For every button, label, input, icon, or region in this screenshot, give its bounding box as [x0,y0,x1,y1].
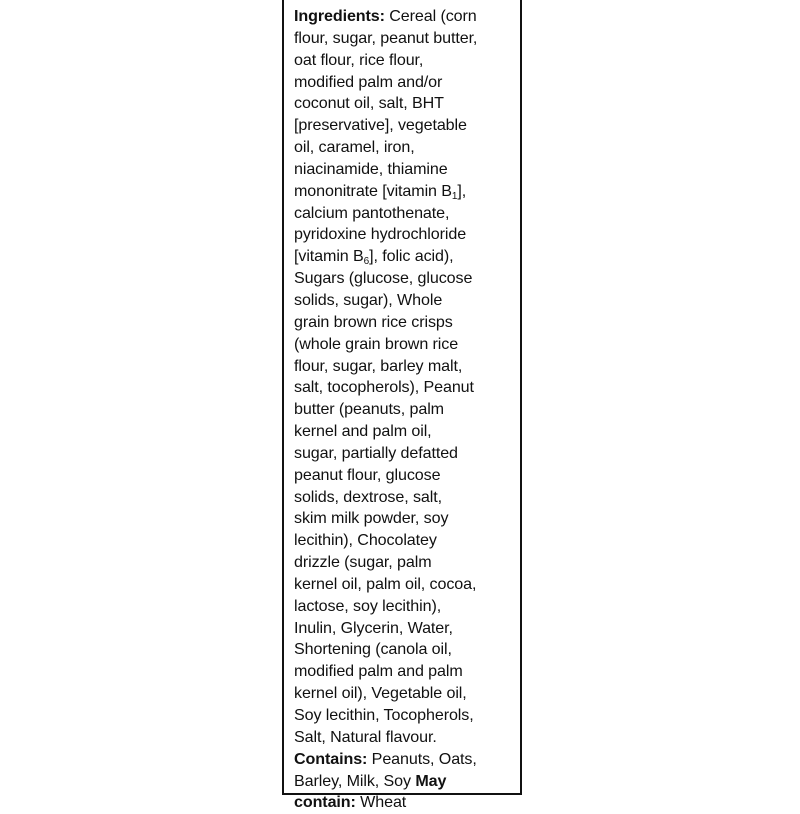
ingredients-line: oil, caramel, iron, [294,138,415,157]
ingredients-line: Soy lecithin, Tocopherols, [294,706,474,724]
ingredients-line: oat flour, rice flour, [294,50,424,69]
ingredients-line: [preservative], vegetable [294,116,467,135]
ingredients-line: pyridoxine hydrochloride [294,225,467,244]
ingredients-heading: Ingredients: [294,7,385,25]
may-contain-heading: May [415,771,447,790]
may-contain-heading-cont: contain: [294,793,356,812]
ingredients-line: niacinamide, thiamine [294,159,448,178]
ingredients-line: Shortening (canola oil, [294,640,452,659]
ingredients-line: butter (peanuts, palm [294,400,444,419]
may-contain-line: contain: Wheat [294,793,407,812]
ingredients-line: grain brown rice crisps [294,312,453,331]
ingredients-line: modified palm and palm [294,662,463,681]
ingredients-line: lactose, soy lecithin), [294,596,442,615]
ingredients-line: salt, tocopherols), Peanut [294,378,474,397]
ingredients-line: kernel oil, palm oil, cocoa, [294,574,477,593]
contains-line: Barley, Milk, Soy May [294,771,447,790]
ingredients-line: Salt, Natural flavour. [294,727,437,746]
ingredients-line: solids, sugar), Whole [294,290,443,309]
ingredients-line: modified palm and/or [294,72,443,91]
ingredients-line: sugar, partially defatted [294,443,458,462]
ingredients-line: coconut oil, salt, BHT [294,94,444,113]
ingredients-line: flour, sugar, barley malt, [294,356,463,375]
ingredients-line: kernel oil), Vegetable oil, [294,684,467,703]
ingredients-line: kernel and palm oil, [294,422,432,441]
ingredients-line: flour, sugar, peanut butter, [294,28,478,47]
ingredients-line: (whole grain brown rice [294,334,459,353]
ingredients-line: lecithin), Chocolatey [294,531,437,550]
ingredients-line: [vitamin $B_6$], folic acid), [294,247,454,268]
ingredients-line: solids, dextrose, salt, [294,487,442,506]
ingredients-line: drizzle (sugar, palm [294,553,432,572]
ingredients-line: mononitrate [vitamin $B_1$], [294,181,467,202]
ingredients-panel [282,0,522,812]
contains-line: Contains: Peanuts, Oats, [294,749,477,768]
subscript-6: 6 [363,256,370,268]
ingredients-line: calcium pantothenate, [294,203,450,222]
subscript-1: 1 [451,190,458,202]
ingredients-line: peanut flour, glucose [294,465,441,484]
ingredients-line: Inulin, Glycerin, Water, [294,618,453,637]
ingredients-line: Sugars (glucose, glucose [294,269,473,288]
ingredients-line: Ingredients: Cereal (corn [294,7,477,25]
contains-heading: Contains: [294,749,368,768]
ingredients-list [294,6,519,814]
ingredients-line: skim milk powder, soy [294,509,449,528]
